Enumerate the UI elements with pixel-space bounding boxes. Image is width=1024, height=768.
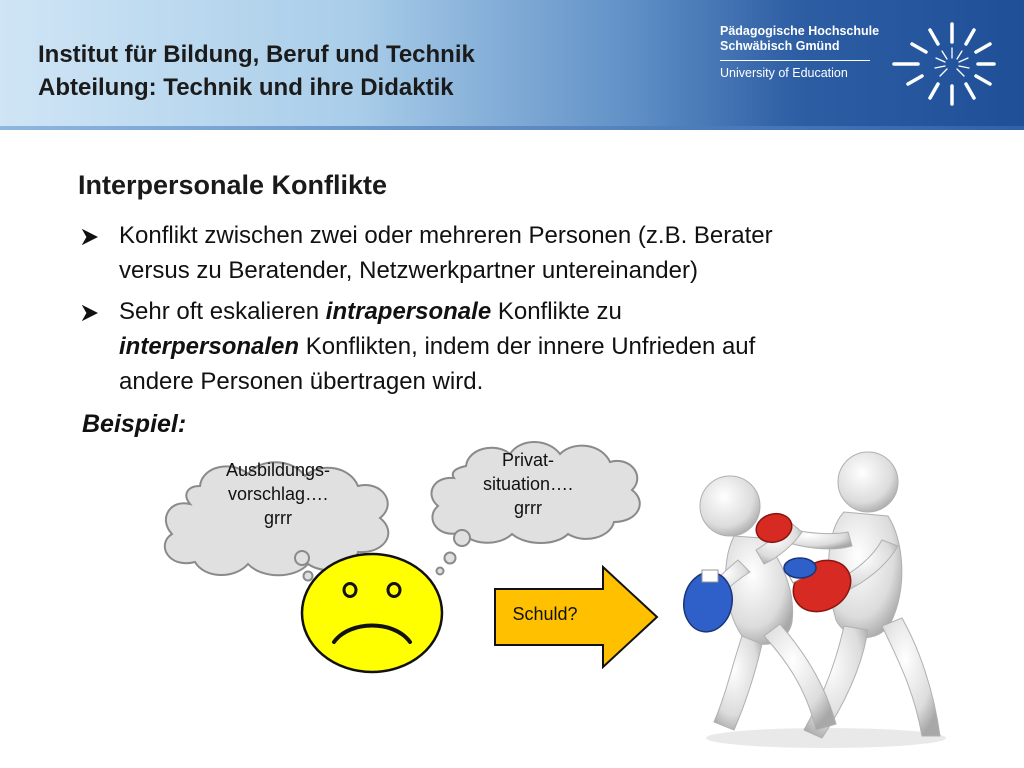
wordmark-rule [720,60,870,61]
arrow-bullet-icon [82,305,98,321]
bullet-text: Sehr oft eskalieren [119,298,326,325]
university-name-line3: University of Education [720,66,848,80]
university-name-line2: Schwäbisch Gmünd [720,39,840,53]
bullet-text-line: andere Personen übertragen wird. [119,368,484,395]
bullet-list [82,218,962,405]
institute-name [38,38,475,104]
university-name-line1: Pädagogische Hochschule [720,24,880,38]
bullet-text-line [119,294,962,329]
cloud-text-line: grrr [264,508,292,528]
university-sunburst-icon [890,14,1010,114]
thought-cloud-left-text [188,458,368,530]
example-label: Beispiel: [82,410,187,438]
bullet-text-line: Konflikt zwischen zwei oder mehreren Personen (z.B. Berater [119,222,773,249]
boxing-figures-illustration [676,440,996,758]
emphasis-term: interpersonalen [119,333,300,360]
bullet-item [82,218,962,288]
bullet-text-line [119,329,962,364]
arrow-label: Schuld? [512,604,578,624]
slide-title: Interpersonale Konflikte [78,170,388,200]
bullet-text: Konflikte zu [491,298,622,325]
cloud-text-line: situation…. [482,474,574,494]
arrow-bullet-icon [82,229,98,245]
bullet-item [82,294,962,399]
institute-line: Institut für Bildung, Beruf und Technik [38,41,475,68]
header-divider [0,126,1024,130]
sad-face-icon [298,550,446,676]
department-line: Abteilung: Technik und ihre Didaktik [38,74,454,101]
cloud-text-line: vorschlag…. [227,484,329,504]
cloud-text-line: Privat- [501,450,554,470]
cloud-text-line: grrr [514,498,542,518]
university-wordmark [720,24,879,81]
thought-cloud-right-text [448,448,608,520]
emphasis-term: intrapersonale [325,298,492,325]
bullet-text: Konflikten, indem der innere Unfrieden auf [299,333,756,360]
cloud-text-line: Ausbildungs- [225,460,331,480]
bullet-text-line: versus zu Beratender, Netzwerkpartner untereinander) [119,257,698,284]
